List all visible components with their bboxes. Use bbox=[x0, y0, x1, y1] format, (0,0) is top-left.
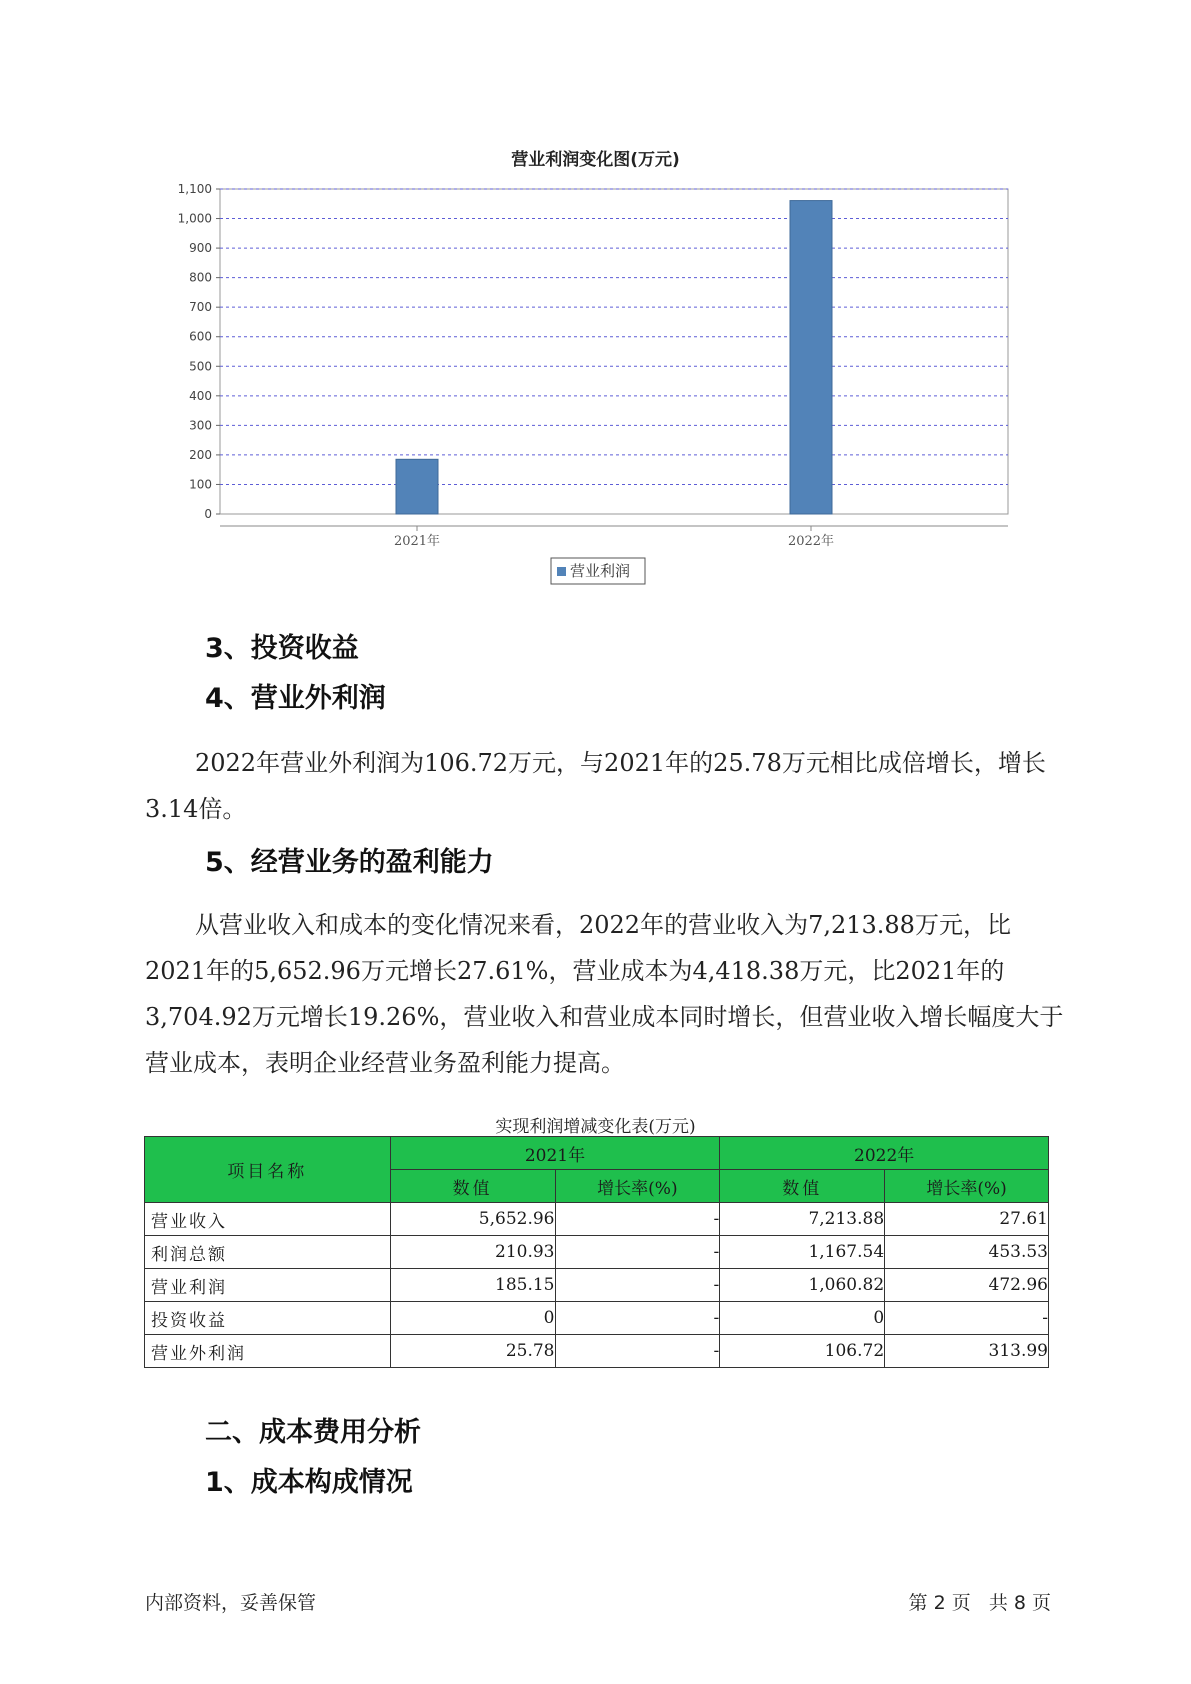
row-rate-2021: - bbox=[555, 1302, 720, 1335]
legend-label: 营业利润 bbox=[570, 562, 631, 580]
y-tick-label: 600 bbox=[189, 329, 212, 344]
row-value-2022: 1,167.54 bbox=[720, 1236, 885, 1269]
y-tick-label: 0 bbox=[204, 507, 212, 521]
row-name: 投资收益 bbox=[145, 1302, 391, 1335]
row-rate-2022: 453.53 bbox=[885, 1236, 1049, 1269]
profit-change-table bbox=[144, 1136, 1049, 1368]
header-year-2021: 2021年 bbox=[390, 1137, 720, 1170]
y-tick-label: 100 bbox=[189, 477, 212, 492]
bar-2021年 bbox=[396, 459, 438, 514]
heading-investment-income: 3、投资收益 bbox=[205, 633, 359, 664]
y-tick-label: 400 bbox=[189, 388, 212, 403]
heading-cost-analysis: 二、成本费用分析 bbox=[205, 1417, 421, 1448]
header-item-name: 项目名称 bbox=[145, 1137, 391, 1203]
row-value-2021: 0 bbox=[390, 1302, 555, 1335]
operating-profit-chart bbox=[0, 0, 1191, 600]
row-rate-2022: - bbox=[885, 1302, 1049, 1335]
chart-title: 营业利润变化图(万元) bbox=[511, 150, 680, 170]
row-value-2021: 185.15 bbox=[390, 1269, 555, 1302]
footer-confidential: 内部资料，妥善保管 bbox=[145, 1592, 317, 1614]
row-name: 利润总额 bbox=[145, 1236, 391, 1269]
y-tick-label: 300 bbox=[189, 418, 212, 433]
row-value-2022: 0 bbox=[720, 1302, 885, 1335]
table-row bbox=[145, 1203, 1049, 1236]
y-tick-label: 1,100 bbox=[177, 182, 212, 196]
row-rate-2022: 313.99 bbox=[885, 1335, 1049, 1368]
bar-2022年 bbox=[790, 201, 832, 514]
header-year-2022: 2022年 bbox=[720, 1137, 1049, 1170]
row-rate-2022: 27.61 bbox=[885, 1203, 1049, 1236]
paragraph-business-profitability: 从营业收入和成本的变化情况来看，2022年的营业收入为7,213.88万元，比2021年的5,652.96万元增长27.61%，营业成本为4,418.38万元，比2021年的3,704.92万元增长19.26%，营业收入和营业成本同时增长，但营业收入增长幅度大于营业成本，表明企业经营业务盈利能力提高。 bbox=[145, 911, 1064, 1077]
row-name: 营业利润 bbox=[145, 1269, 391, 1302]
x-tick-label: 2021年 bbox=[393, 534, 441, 549]
table-title: 实现利润增减变化表(万元) bbox=[495, 1117, 696, 1137]
table-row bbox=[145, 1335, 1049, 1368]
y-tick-label: 200 bbox=[189, 447, 212, 462]
y-tick-label: 700 bbox=[189, 300, 212, 315]
table-row bbox=[145, 1236, 1049, 1269]
heading-non-operating-profit: 4、营业外利润 bbox=[205, 683, 386, 714]
row-value-2021: 5,652.96 bbox=[390, 1203, 555, 1236]
row-value-2022: 7,213.88 bbox=[720, 1203, 885, 1236]
footer-page-number: 第 2 页 共 8 页 bbox=[908, 1592, 1051, 1614]
plot-area bbox=[220, 189, 1008, 514]
y-tick-label: 500 bbox=[189, 359, 212, 374]
header-rate-2022: 增长率(%) bbox=[885, 1170, 1049, 1203]
row-name: 营业收入 bbox=[145, 1203, 391, 1236]
row-name: 营业外利润 bbox=[145, 1335, 391, 1368]
heading-business-profitability: 5、经营业务的盈利能力 bbox=[205, 847, 494, 878]
row-rate-2021: - bbox=[555, 1236, 720, 1269]
heading-cost-structure: 1、成本构成情况 bbox=[205, 1467, 413, 1498]
row-rate-2021: - bbox=[555, 1203, 720, 1236]
row-value-2022: 1,060.82 bbox=[720, 1269, 885, 1302]
legend-swatch bbox=[557, 567, 566, 576]
header-value-2022: 数值 bbox=[720, 1170, 885, 1203]
row-value-2022: 106.72 bbox=[720, 1335, 885, 1368]
table-row bbox=[145, 1269, 1049, 1302]
table-row bbox=[145, 1302, 1049, 1335]
row-value-2021: 25.78 bbox=[390, 1335, 555, 1368]
x-tick-label: 2022年 bbox=[787, 534, 835, 549]
y-tick-label: 900 bbox=[189, 241, 212, 256]
row-rate-2021: - bbox=[555, 1335, 720, 1368]
paragraph-non-operating-profit: 2022年营业外利润为106.72万元，与2021年的25.78万元相比成倍增长，增长3.14倍。 bbox=[145, 749, 1046, 823]
header-rate-2021: 增长率(%) bbox=[555, 1170, 720, 1203]
y-tick-label: 800 bbox=[189, 270, 212, 285]
y-tick-label: 1,000 bbox=[177, 211, 212, 226]
header-value-2021: 数值 bbox=[390, 1170, 555, 1203]
row-rate-2022: 472.96 bbox=[885, 1269, 1049, 1302]
row-rate-2021: - bbox=[555, 1269, 720, 1302]
row-value-2021: 210.93 bbox=[390, 1236, 555, 1269]
